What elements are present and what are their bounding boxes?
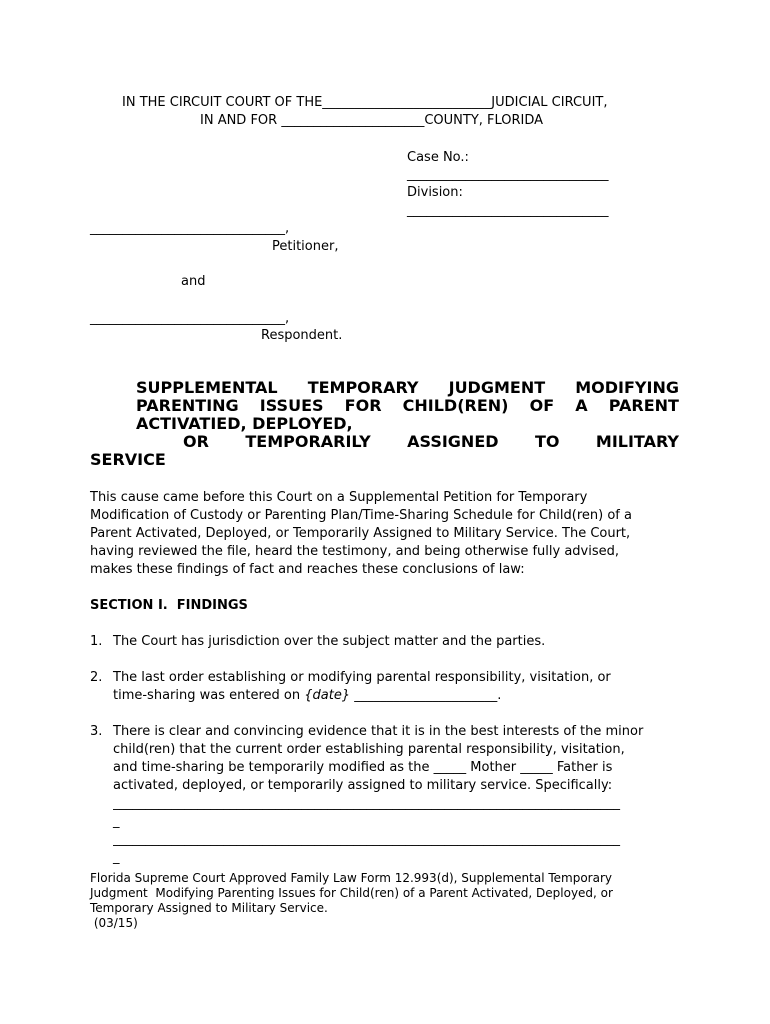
title-word: FOR	[344, 396, 382, 415]
title-word: OF	[529, 396, 555, 415]
intro-line: having reviewed the file, heard the testimony, and being otherwise fully advised,	[90, 544, 620, 559]
footer-line: Temporary Assigned to Military Service.	[90, 901, 328, 915]
division-label: Division:	[407, 185, 463, 200]
title-line-5: SERVICE	[90, 450, 166, 469]
title-line-1	[136, 379, 679, 397]
specifics-blank-1[interactable]: ______________________________________________________________________________	[113, 796, 620, 811]
court-line-2: IN AND FOR ______________________COUNTY, FLORIDA	[200, 113, 544, 128]
item-2-pre: time-sharing was entered on	[113, 688, 305, 703]
intro-line: Parent Activated, Deployed, or Temporarily Assigned to Military Service. The Court,	[90, 526, 631, 541]
item-3-line: There is clear and convincing evidence that it is in the best interests of the minor	[113, 724, 644, 739]
specifics-blank-2-tail: _	[113, 850, 120, 865]
title-word: JUDGMENT	[448, 378, 546, 397]
case-no-blank[interactable]: _______________________________	[407, 167, 609, 182]
petitioner-blank[interactable]: ______________________________,	[90, 221, 290, 236]
item-3-line: and time-sharing be temporarily modified as the _____ Mother _____ Father is	[113, 760, 613, 775]
specifics-blank-2[interactable]: ______________________________________________________________________________	[113, 832, 620, 847]
intro-line: This cause came before this Court on a Supplemental Petition for Temporary	[90, 490, 588, 505]
item-1-text: The Court has jurisdiction over the subject matter and the parties.	[113, 634, 546, 649]
title-word: MODIFYING	[575, 378, 679, 397]
footer-version: (03/15)	[90, 916, 138, 930]
and-label: and	[181, 274, 206, 289]
title-word: CHILD(REN)	[402, 396, 509, 415]
item-2-line	[113, 687, 501, 705]
title-word: SUPPLEMENTAL	[136, 378, 278, 397]
date-blank[interactable]: ______________________.	[350, 688, 502, 703]
intro-line: Modification of Custody or Parenting Plan/Time-Sharing Schedule for Child(ren) of a	[90, 508, 632, 523]
specifics-blank-1-tail: _	[113, 814, 120, 829]
title-line-4	[183, 433, 679, 451]
respondent-label: Respondent.	[261, 328, 343, 343]
title-word: OR	[183, 432, 209, 451]
item-1-number: 1.	[90, 634, 103, 649]
footer-line: Judgment Modifying Parenting Issues for Child(ren) of a Parent Activated, Deployed, or	[90, 886, 613, 900]
title-word: TO	[534, 432, 560, 451]
footer-line: Florida Supreme Court Approved Family Law Form 12.993(d), Supplemental Temporary	[90, 871, 612, 885]
division-blank[interactable]: _______________________________	[407, 203, 609, 218]
title-word: PARENT	[608, 396, 679, 415]
title-line-3: ACTIVATIED, DEPLOYED,	[136, 414, 353, 433]
item-3-line: activated, deployed, or temporarily assigned to military service. Specifically:	[113, 778, 613, 793]
petitioner-label: Petitioner,	[272, 239, 339, 254]
title-word: TEMPORARY	[307, 378, 419, 397]
case-no-label: Case No.:	[407, 150, 469, 165]
item-3-line: child(ren) that the current order establishing parental responsibility, visitation,	[113, 742, 625, 757]
item-2-line: The last order establishing or modifying parental responsibility, visitation, or	[113, 670, 611, 685]
title-word: ISSUES	[259, 396, 324, 415]
court-line-1: IN THE CIRCUIT COURT OF THE__________________________JUDICIAL CIRCUIT,	[122, 95, 608, 110]
item-2-number: 2.	[90, 670, 103, 685]
section-heading: SECTION I. FINDINGS	[90, 598, 248, 613]
title-word: PARENTING	[136, 396, 239, 415]
date-placeholder: {date}	[304, 688, 351, 703]
title-line-2	[136, 397, 679, 415]
respondent-blank[interactable]: ______________________________,	[90, 311, 290, 326]
title-word: TEMPORARILY	[245, 432, 371, 451]
title-word: A	[575, 396, 588, 415]
intro-line: makes these findings of fact and reaches these conclusions of law:	[90, 562, 525, 577]
title-word: ASSIGNED	[407, 432, 499, 451]
item-3-number: 3.	[90, 724, 103, 739]
title-word: MILITARY	[595, 432, 679, 451]
